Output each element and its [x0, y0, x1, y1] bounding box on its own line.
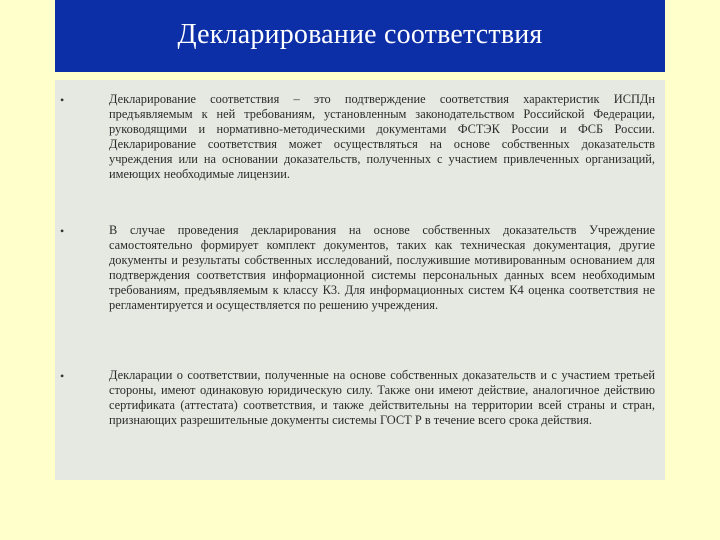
bullet-marker: • [60, 369, 65, 383]
bullet-text: Декларации о соответствии, полученные на основе собственных доказательств и с участием третьей стороны, имеют одинаковую юридическую силу. Также они имеют действие, аналогичное действию сертификата (аттестата) соответствия, и также действительны на территории всей страны и стран, признающих разрешительные документы системы ГОСТ Р в течение всего срока действия. [109, 368, 655, 427]
bullet-marker: • [60, 93, 65, 107]
bullet-text: Декларирование соответствия – это подтверждение соответствия характеристик ИСПДн предъявляемым к ней требованиям, установленным законодательством Российской Федерации, руководящими и нормативно-методическими документами ФСТЭК России и ФСБ России. Декларирование соответствия может осуществляться на основе собственных доказательств учреждения или на основании доказательств, полученных с участием привлеченных организаций, имеющих необходимые лицензии. [109, 92, 655, 181]
title-bar [55, 0, 665, 72]
content-panel [55, 80, 665, 480]
bullet-marker: • [60, 224, 65, 238]
bullet-text: В случае проведения декларирования на основе собственных доказательств Учреждение самостоятельно формирует комплект документов, таких как техническая документация, другие документы и результаты собственных исследований, послужившие мотивированным основанием для подтверждения соответствия информационной системы персональных данных всем необходимым требованиям, предъявляемым к классу К3. Для информационных систем К4 оценка соответствия не регламентируется и осуществляется по решению учреждения. [109, 223, 655, 312]
slide-title: Декларирование соответствия [177, 19, 543, 50]
